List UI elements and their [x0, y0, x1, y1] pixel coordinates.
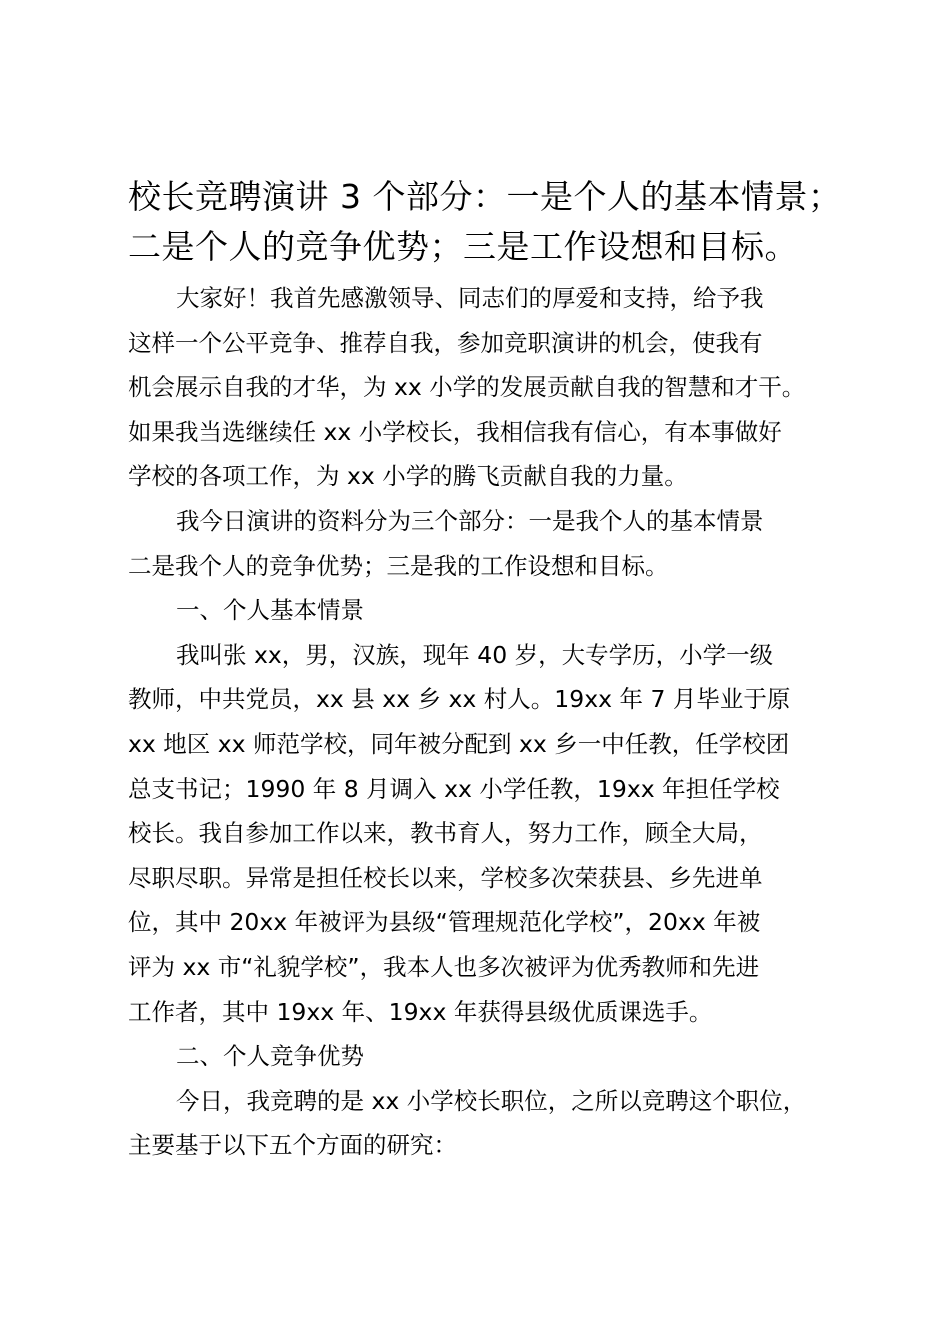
paragraph-line: 评为 xx 市“礼貌学校”，我本人也多次被评为优秀教师和先进 — [128, 952, 760, 981]
document-title — [128, 172, 868, 272]
outline-paragraph — [128, 499, 848, 588]
paragraph-line: 主要基于以下五个方面的研究： — [128, 1131, 457, 1160]
title-line: 二是个人的竞争优势；三是工作设想和目标。 — [128, 227, 798, 266]
advantages-paragraph — [128, 1079, 848, 1168]
document-body — [128, 276, 848, 1168]
paragraph-line: 校长。我自参加工作以来，教书育人，努力工作，顾全大局， — [128, 819, 763, 848]
paragraph-line: 工作者，其中 19xx 年、19xx 年获得县级优质课选手。 — [128, 997, 713, 1026]
paragraph-line: 我叫张 xx，男，汉族，现年 40 岁，大专学历，小学一级 — [176, 640, 774, 669]
basic-info-paragraph — [128, 633, 848, 1034]
title-line: 校长竞聘演讲 3 个部分：一是个人的基本情景； — [128, 177, 842, 216]
section-heading-advantages: 二、个人竞争优势 — [176, 1042, 364, 1071]
paragraph-line: 学校的各项工作，为 xx 小学的腾飞贡献自我的力量。 — [128, 462, 688, 491]
paragraph-line: 二是我个人的竞争优势；三是我的工作设想和目标。 — [128, 551, 669, 580]
paragraph-line: 总支书记；1990 年 8 月调入 xx 小学任教，19xx 年担任学校 — [128, 774, 780, 803]
paragraph-line: 位，其中 20xx 年被评为县级“管理规范化学校”，20xx 年被 — [128, 908, 761, 937]
paragraph-line: 如果我当选继续任 xx 小学校长，我相信我有信心，有本事做好 — [128, 417, 782, 446]
intro-paragraph — [128, 276, 848, 499]
paragraph-line: 今日，我竞聘的是 xx 小学校长职位，之所以竞聘这个职位， — [176, 1086, 807, 1115]
section-heading-basic-info: 一、个人基本情景 — [176, 596, 364, 625]
paragraph-line: 尽职尽职。异常是担任校长以来，学校多次荣获县、乡先进单 — [128, 863, 763, 892]
paragraph-line: 这样一个公平竞争、推荐自我，参加竞职演讲的机会，使我有 — [128, 328, 763, 357]
paragraph-line: 机会展示自我的才华，为 xx 小学的发展贡献自我的智慧和才干。 — [128, 373, 806, 402]
paragraph-line: 大家好！我首先感激领导、同志们的厚爱和支持，给予我 — [176, 284, 764, 312]
paragraph-line: xx 地区 xx 师范学校，同年被分配到 xx 乡一中任教，任学校团 — [128, 729, 790, 758]
paragraph-line: 教师，中共党员，xx 县 xx 乡 xx 村人。19xx 年 7 月毕业于原 — [128, 685, 791, 714]
paragraph-line: 我今日演讲的资料分为三个部分：一是我个人的基本情景 — [176, 506, 764, 535]
